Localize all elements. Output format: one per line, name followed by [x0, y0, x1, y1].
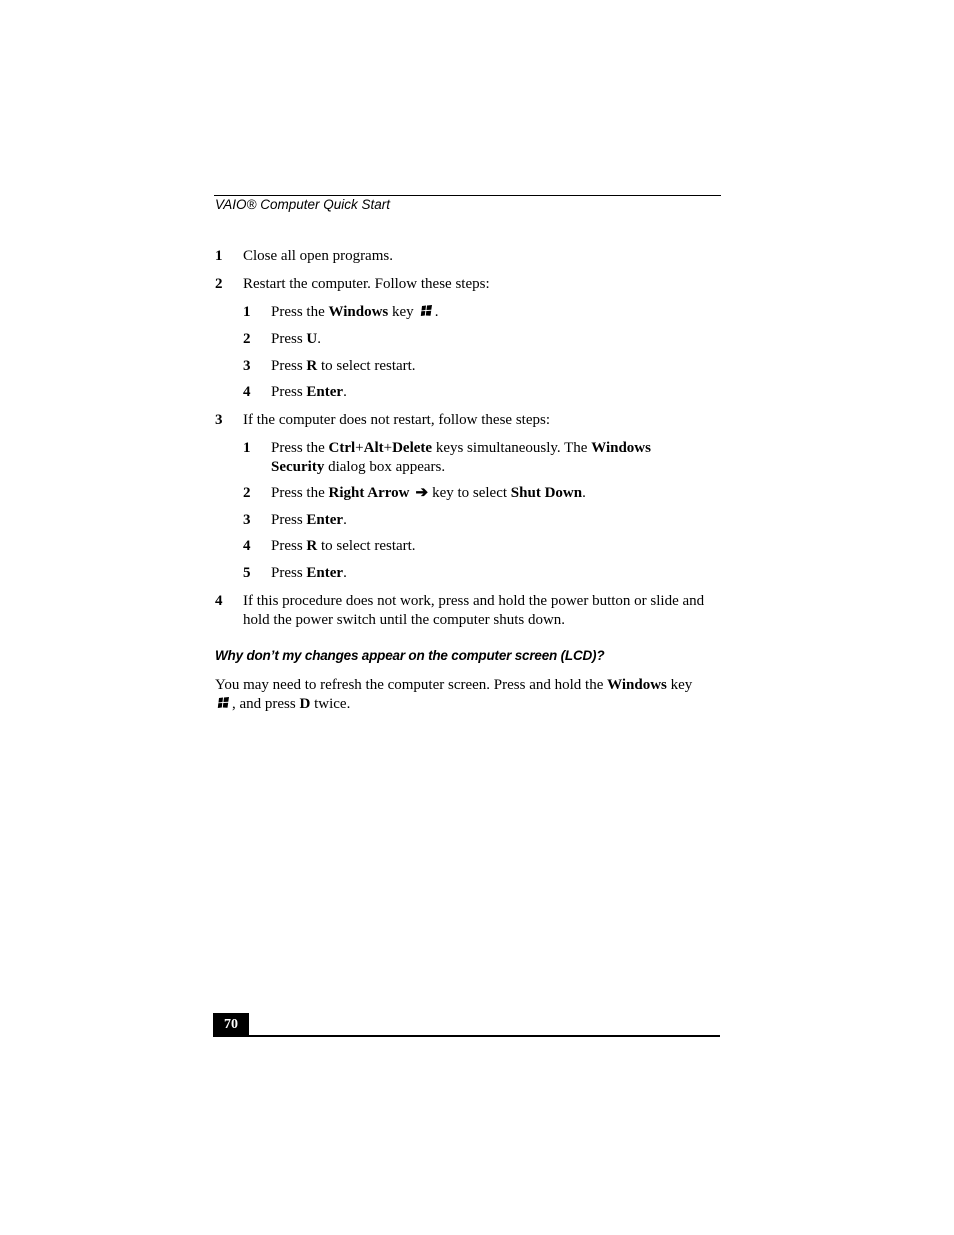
substep-text: Press the Windows key . — [271, 304, 439, 320]
faq-answer: You may need to refresh the computer screen. Press and hold the Windows key , and press D twice. — [215, 677, 693, 712]
step-number: 2 — [215, 276, 223, 292]
substep-number: 1 — [243, 440, 251, 456]
substep-text: Press Enter. — [271, 565, 347, 581]
substep-text: Press U. — [271, 331, 322, 347]
step-text: Close all open programs. — [243, 248, 393, 264]
substep-number: 5 — [243, 565, 251, 581]
step-number: 4 — [215, 593, 223, 609]
substep-number: 3 — [243, 358, 251, 374]
step-text: If the computer does not restart, follow these steps: — [243, 412, 551, 428]
windows-key-icon — [217, 697, 230, 709]
substep-text: Press Enter. — [271, 384, 347, 400]
faq-question: Why don’t my changes appear on the computer screen (LCD)? — [215, 648, 605, 663]
step-text: If this procedure does not work, press and hold the power button or slide and hold the power switch until the computer shuts down. — [243, 593, 705, 628]
substep-text: Press R to select restart. — [271, 538, 416, 554]
windows-key-icon — [420, 305, 433, 317]
substep-text: Press the Ctrl+Alt+Delete keys simultaneously. The Windows Security dialog box appears. — [271, 440, 651, 475]
substep-text: Press the Right Arrow ➔ key to select Shut Down. — [271, 485, 586, 501]
substep-text: Press Enter. — [271, 512, 347, 528]
substep-number: 2 — [243, 331, 251, 347]
step-text: Restart the computer. Follow these steps: — [243, 276, 490, 292]
substep-number: 1 — [243, 304, 251, 320]
substep-text: Press R to select restart. — [271, 358, 416, 374]
step-number: 1 — [215, 248, 223, 264]
substep-number: 3 — [243, 512, 251, 528]
header-rule — [214, 195, 721, 196]
substep-number: 4 — [243, 538, 251, 554]
substep-number: 4 — [243, 384, 251, 400]
header-title: VAIO® Computer Quick Start — [215, 197, 391, 212]
substep-number: 2 — [243, 485, 251, 501]
right-arrow-icon: ➔ — [415, 485, 429, 501]
footer-rule — [213, 1035, 720, 1037]
step-number: 3 — [215, 412, 223, 428]
page-number: 70 — [213, 1013, 249, 1036]
